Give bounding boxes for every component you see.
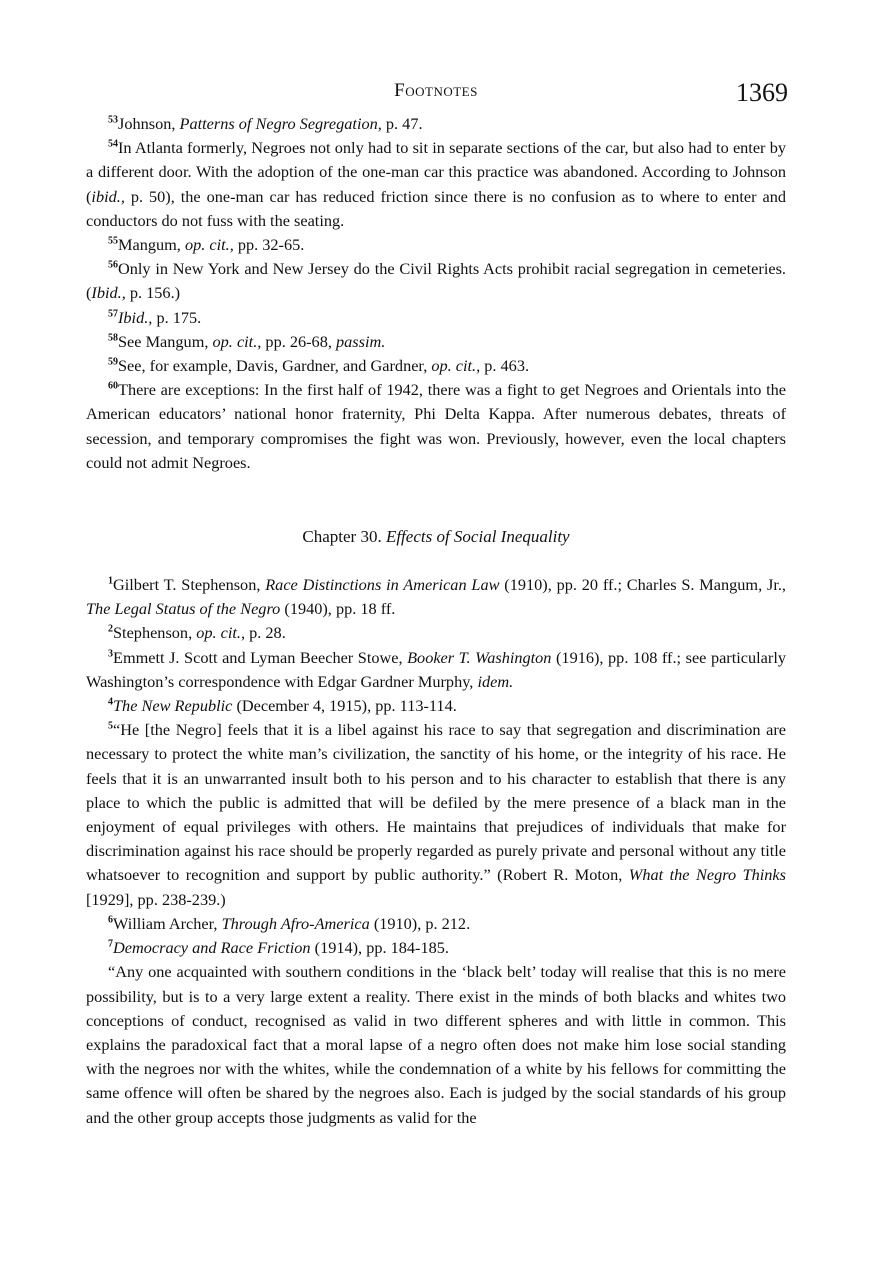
footnote-italic-text: Race Distinctions in American Law xyxy=(265,575,500,595)
footnote xyxy=(86,573,786,621)
footnote-text: [1929], pp. 238-239.) xyxy=(86,889,226,909)
footnote xyxy=(86,936,786,960)
footnote-italic-text: passim. xyxy=(335,331,386,351)
running-head xyxy=(86,78,786,112)
footnote-text: pp. 32-65. xyxy=(233,235,305,255)
footnote-number: 6 xyxy=(108,914,113,926)
footnote-text: (1910), pp. 20 ff.; Charles S. Mangum, Jr., xyxy=(499,575,786,595)
footnote-text: (1910), p. 212. xyxy=(369,913,471,933)
footnote-italic-text: What the Negro Thinks xyxy=(628,865,786,885)
footnotes-chapter-30 xyxy=(86,573,786,960)
footnote-number: 53 xyxy=(108,114,118,126)
footnote-text: Stephenson, xyxy=(113,623,197,643)
footnote-text: Emmett J. Scott and Lyman Beecher Stowe, xyxy=(113,647,408,667)
footnote-italic-text: The New Republic xyxy=(113,696,233,716)
chapter-heading xyxy=(86,527,786,547)
footnote-number: 58 xyxy=(108,332,118,344)
footnote-number: 1 xyxy=(108,575,113,587)
footnote xyxy=(86,306,786,330)
footnote-text: In Atlanta formerly, Negroes not only had to sit in separate sections of the car, but also had to enter by a different door. With the adoption of the one-man car this practice was abandoned. According to Johnson ( xyxy=(86,138,786,206)
footnote-text: p. 463. xyxy=(480,356,530,376)
footnote-text: See, for example, Davis, Gardner, and Gardner, xyxy=(118,356,432,376)
chapter-title: Effects of Social Inequality xyxy=(385,527,570,547)
footnote-italic-text: Ibid., xyxy=(91,283,126,303)
page xyxy=(86,78,786,1130)
footnote-italic-text: op. cit., xyxy=(431,356,481,376)
footnote-number: 3 xyxy=(108,648,113,660)
footnote xyxy=(86,233,786,257)
footnote-number: 2 xyxy=(108,624,113,636)
footnote-number: 4 xyxy=(108,696,113,708)
footnote-text: p. 156.) xyxy=(125,283,181,303)
footnote-italic-text: Democracy and Race Friction xyxy=(113,938,311,958)
footnote-text: (1916), pp. 108 ff.; see particularly Washington’s correspondence with Edgar Gardner Murphy, xyxy=(86,647,786,691)
footnote-number: 7 xyxy=(108,938,113,950)
footnote-number: 57 xyxy=(108,308,118,320)
footnote xyxy=(86,646,786,694)
footnote-italic-text: The Legal Status of the Negro xyxy=(86,599,281,619)
footnote xyxy=(86,378,786,475)
footnote-text: p. 28. xyxy=(245,623,286,643)
footnote-number: 5 xyxy=(108,720,113,732)
chapter-label: Chapter 30. xyxy=(302,527,382,547)
footnote-number: 55 xyxy=(108,235,118,247)
footnote-number: 59 xyxy=(108,356,118,368)
footnote-italic-text: op. cit., xyxy=(196,623,246,643)
footnote-italic-text: op. cit., xyxy=(212,331,262,351)
footnote-number: 60 xyxy=(108,380,118,392)
footnote xyxy=(86,112,786,136)
footnote-text: (1940), pp. 18 ff. xyxy=(280,599,396,619)
page-number: 1369 xyxy=(736,78,788,107)
footnote xyxy=(86,330,786,354)
footnote-text: p. 47. xyxy=(381,114,423,133)
footnote xyxy=(86,621,786,645)
footnote-text: Only in New York and New Jersey do the Civil Rights Acts prohibit racial segregation in cemeteries. ( xyxy=(86,259,786,303)
quoted-passage: “Any one acquainted with southern conditions in the ‘black belt’ today will realise that this is no mere possibility, but is to a very large extent a reality. There exist in the minds of both blacks and whites two conceptions of conduct, recognised as valid in two different spheres and with little in common. This explains the paradoxical fact that a moral lapse of a negro often does not make him lose social standing with the negroes nor with the whites, while the condemnation of a white by his fellows for committing the same offence will often be shared by the negroes also. Each is judged by the social standards of his group and the other group accepts those judgments as valid for the xyxy=(86,962,786,1127)
footnote-text: “He [the Negro] feels that it is a libel against his race to say that segregation and discrimination are necessary to protect the white man’s civilization, the sanctity of his home, or the integrity of his race. He feels that it is an unwarranted insult both to his person and to his character to establish that there is any place to which the public is admitted that will be defiled by the mere presence of a black man in the enjoyment of equal privileges with others. He maintains that prejudices of individuals that make for discrimination against his race should be properly regarded as purely private and personal without any title whatsoever to recognition and support by public authority.” (Robert R. Moton, xyxy=(86,720,786,885)
footnote-text: (1914), pp. 184-185. xyxy=(310,938,449,958)
footnote-italic-text: Ibid., xyxy=(118,307,153,327)
footnote-text: Mangum, xyxy=(118,235,185,255)
footnote-text: William Archer, xyxy=(113,913,222,933)
footnote-italic-text: Booker T. Washington xyxy=(407,647,552,667)
footnote-text: Gilbert T. Stephenson, xyxy=(113,575,266,595)
running-title: Footnotes xyxy=(394,80,478,101)
footnote-text: There are exceptions: In the first half of 1942, there was a fight to get Negroes and Orientals into the American educators’ national honor fraternity, Phi Delta Kappa. After numerous debates, threats of secession, and temporary compromises the fight was won. Previously, however, even the local chapters could not admit Negroes. xyxy=(86,380,786,472)
footnote-italic-text: op. cit., xyxy=(184,235,234,255)
footnote-text: pp. 26-68, xyxy=(261,331,336,351)
footnote xyxy=(86,694,786,718)
footnote-italic-text: ibid., xyxy=(91,186,125,206)
footnote-italic-text: Through Afro-America xyxy=(221,913,370,933)
footnote-text: p. 175. xyxy=(152,307,202,327)
footnote-text: Johnson, xyxy=(118,114,180,133)
footnote xyxy=(86,136,786,233)
footnote-text: See Mangum, xyxy=(118,331,213,351)
footnote xyxy=(86,718,786,912)
footnotes-previous-chapter xyxy=(86,112,786,475)
footnote xyxy=(86,257,786,305)
footnote xyxy=(86,354,786,378)
footnote xyxy=(86,912,786,936)
footnote-text: (December 4, 1915), pp. 113-114. xyxy=(232,696,457,716)
footnote-number: 54 xyxy=(108,138,118,150)
footnote-number: 56 xyxy=(108,259,118,271)
footnote-italic-text: Patterns of Negro Segregation, xyxy=(179,114,382,133)
footnote-italic-text: idem. xyxy=(477,671,514,691)
footnote-text: p. 50), the one-man car has reduced friction since there is no confusion as to where to enter and conductors do not fuss with the seating. xyxy=(86,186,786,230)
